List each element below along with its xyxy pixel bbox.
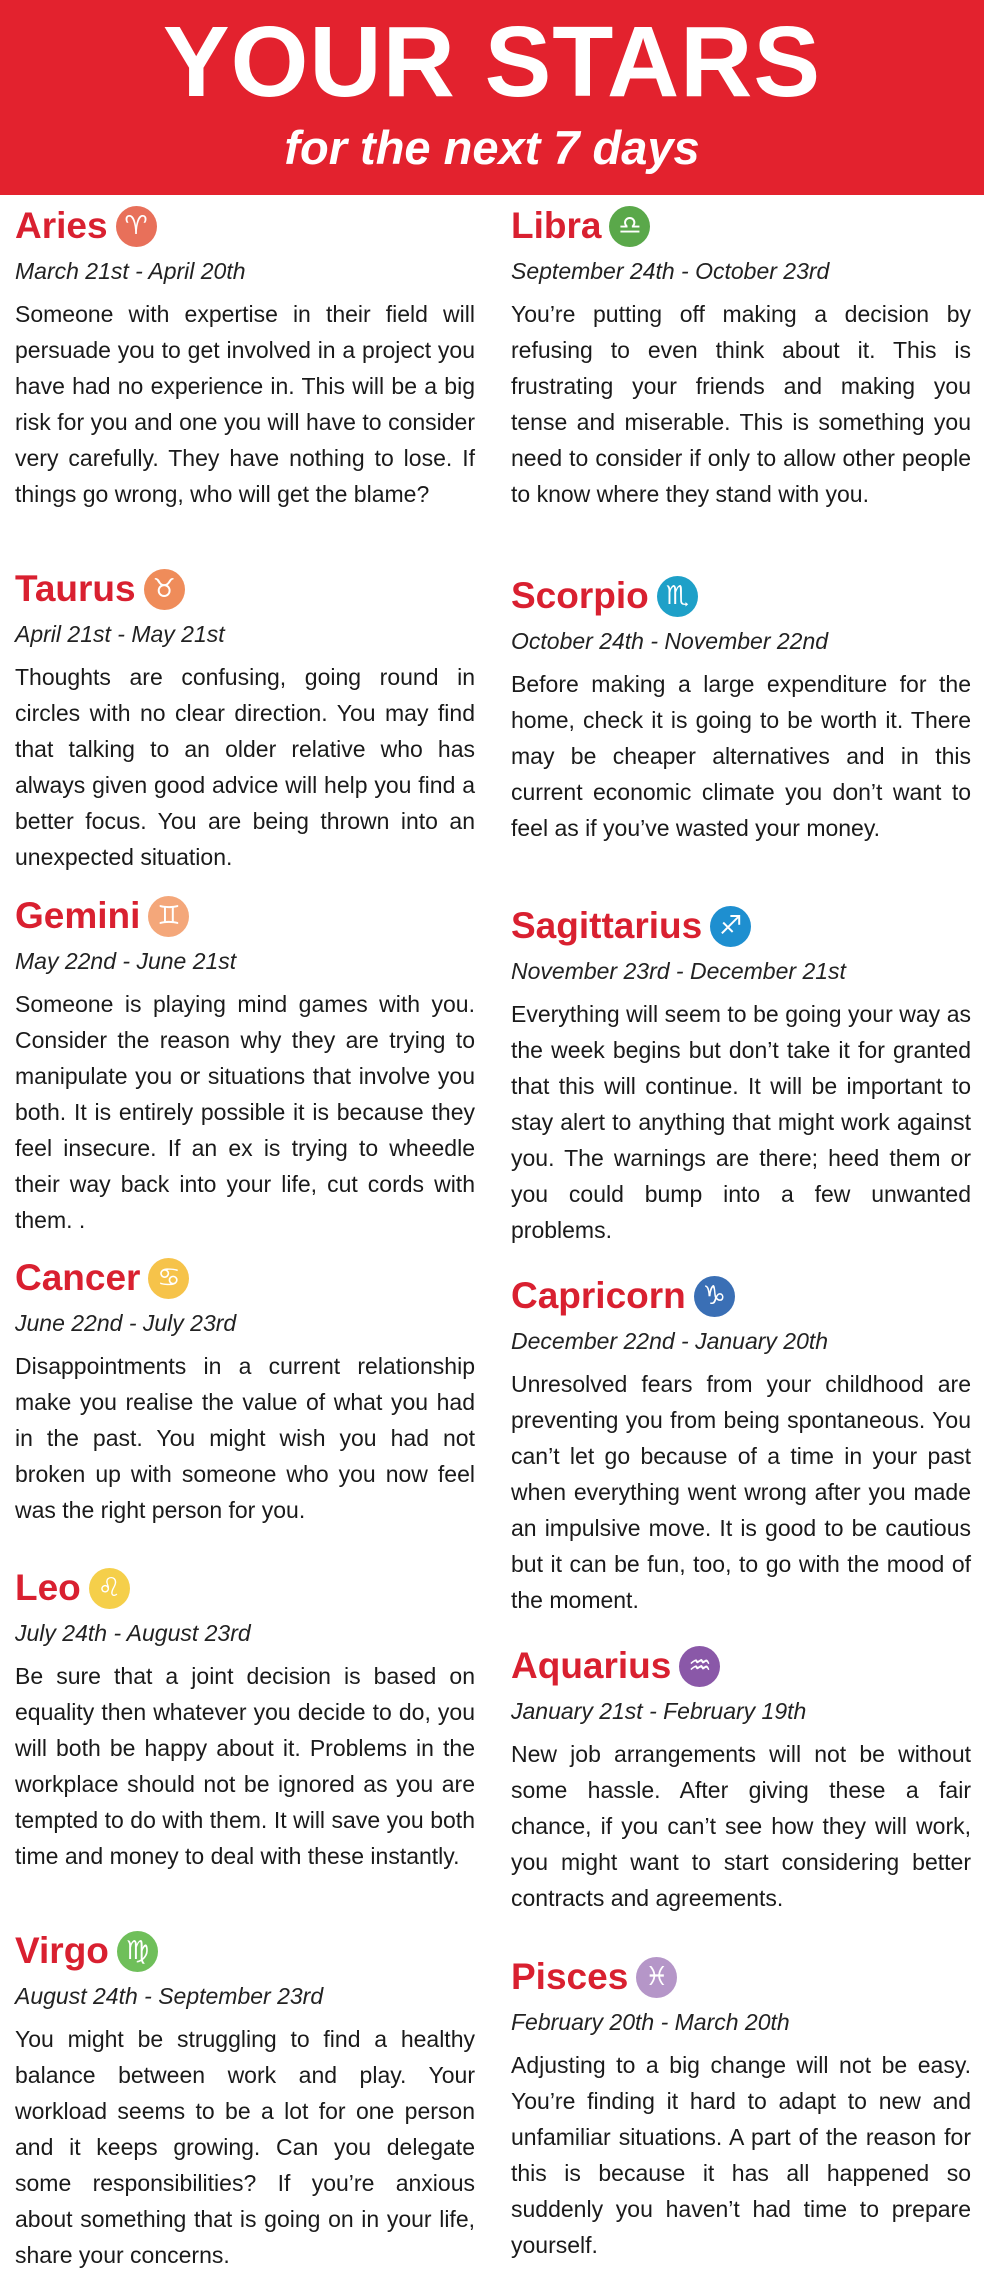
sign-name: Leo <box>15 1567 81 1608</box>
sign-name: Libra <box>511 205 602 246</box>
capricorn-icon: ♑ <box>694 1276 735 1317</box>
sign-sagittarius <box>511 900 971 1248</box>
sign-libra <box>511 200 971 512</box>
sign-text: Unresolved fears from your childhood are preventing you from being spontaneous. You can’t let go because of a time in your past when everything went wrong after you made an impulsive move. It is good to be cautious but it can be fun, too, to go with the mood of the moment. <box>511 1371 971 1613</box>
leo-icon: ♌ <box>89 1568 130 1609</box>
sign-aries <box>15 200 475 512</box>
sign-name: Sagittarius <box>511 905 703 946</box>
sign-gemini <box>15 890 475 1238</box>
sign-name: Scorpio <box>511 575 649 616</box>
sign-text: Someone with expertise in their field will persuade you to get involved in a project you have had no experience in. This will be a big risk for you and one you will have to consider very carefully. They have nothing to lose. If things go wrong, who will get the blame? <box>15 301 475 507</box>
sign-text: Everything will seem to be going your way as the week begins but don’t take it for granted that this will continue. It will be important to stay alert to anything that might work against you. The warnings are there; heed them or you could bump into a few unwanted problems. <box>511 1001 971 1243</box>
sign-leo <box>15 1562 475 1874</box>
sign-name: Aquarius <box>511 1645 672 1686</box>
sign-dates: March 21st - April 20th <box>15 258 246 284</box>
sign-dates: July 24th - August 23rd <box>15 1620 251 1646</box>
sign-text: Be sure that a joint decision is based on equality then whatever you decide to do, you will both be happy about it. Problems in the workplace should not be ignored as you are tempted to do with them. It will save you both time and money to deal with these instantly. <box>15 1663 475 1869</box>
sign-dates: November 23rd - December 21st <box>511 958 846 984</box>
sign-dates: May 22nd - June 21st <box>15 948 237 974</box>
sign-name: Gemini <box>15 895 141 936</box>
sign-name: Taurus <box>15 568 136 609</box>
sign-name: Cancer <box>15 1257 141 1298</box>
sign-text: Thoughts are confusing, going round in circles with no clear direction. You may find that talking to an older relative who has always given good advice will help you find a better focus. You are being thrown into an unexpected situation. <box>15 664 475 870</box>
page-title: YOUR STARS <box>162 6 822 118</box>
sign-dates: February 20th - March 20th <box>511 2009 790 2035</box>
sign-name: Virgo <box>15 1930 109 1971</box>
cancer-icon: ♋ <box>148 1258 189 1299</box>
sign-dates: December 22nd - January 20th <box>511 1328 829 1354</box>
sagittarius-icon: ♐ <box>710 906 751 947</box>
sign-dates: September 24th - October 23rd <box>511 258 830 284</box>
sign-virgo <box>15 1925 475 2273</box>
aquarius-icon: ♒ <box>679 1646 720 1687</box>
sign-dates: June 22nd - July 23rd <box>15 1310 237 1336</box>
page-subtitle: for the next 7 days <box>284 121 700 174</box>
sign-text: Before making a large expenditure for the home, check it is going to be worth it. There may be cheaper alternatives and in this current economic climate you don’t want to feel as if you’ve wasted your money. <box>511 671 971 841</box>
sign-scorpio <box>511 570 971 846</box>
sign-dates: January 21st - February 19th <box>511 1698 807 1724</box>
taurus-icon: ♉ <box>144 569 185 610</box>
sign-pisces <box>511 1951 971 2263</box>
header-banner <box>0 0 984 195</box>
sign-text: You’re putting off making a decision by refusing to even think about it. This is frustrating your friends and making you tense and miserable. This is something you need to consider if only to allow other people to know where they stand with you. <box>511 301 971 507</box>
sign-name: Aries <box>15 205 108 246</box>
libra-icon: ♎ <box>609 206 650 247</box>
sign-cancer <box>15 1252 475 1528</box>
pisces-icon: ♓ <box>636 1957 677 1998</box>
sign-text: Someone is playing mind games with you. Consider the reason why they are trying to manipulate you or situations that involve you both. It is entirely possible it is because they feel insecure. If an ex is trying to wheedle their way back into your life, cut cords with them. . <box>15 991 475 1233</box>
virgo-icon: ♍ <box>117 1931 158 1972</box>
sign-name: Pisces <box>511 1956 629 1997</box>
gemini-icon: ♊ <box>148 896 189 937</box>
sign-taurus <box>15 563 475 875</box>
sign-aquarius <box>511 1640 971 1916</box>
sign-dates: August 24th - September 23rd <box>15 1983 324 2009</box>
sign-name: Capricorn <box>511 1275 686 1316</box>
sign-text: You might be struggling to find a healthy balance between work and play. Your workload seems to be a lot for one person and it keeps growing. Can you delegate some responsibilities? If you’re anxious about something that is going on in your life, share your concerns. <box>15 2026 475 2268</box>
sign-dates: April 21st - May 21st <box>15 621 225 647</box>
scorpio-icon: ♏ <box>657 576 698 617</box>
sign-capricorn <box>511 1270 971 1618</box>
sign-text: New job arrangements will not be without some hassle. After giving these a fair chance, if you can’t see how they will work, you might want to start considering better contracts and agreements. <box>511 1741 971 1911</box>
sign-text: Adjusting to a big change will not be easy. You’re finding it hard to adapt to new and unfamiliar situations. A part of the reason for this is because it has all happened so suddenly you haven’t had time to prepare yourself. <box>511 2052 971 2258</box>
sign-dates: October 24th - November 22nd <box>511 628 829 654</box>
sign-text: Disappointments in a current relationship make you realise the value of what you had in the past. You might wish you had not broken up with someone who you now feel was the right person for you. <box>15 1353 475 1523</box>
aries-icon: ♈ <box>116 206 157 247</box>
